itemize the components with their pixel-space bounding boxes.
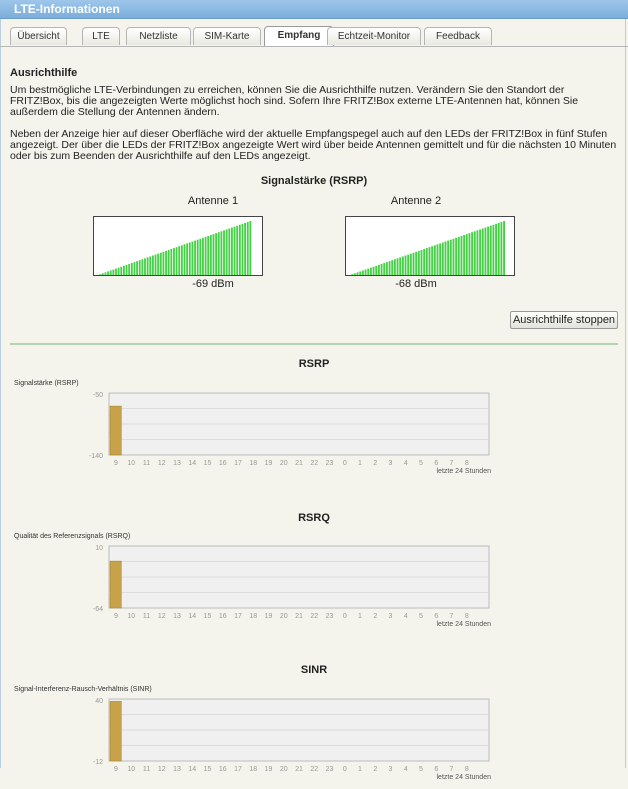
- xtick-label: 2: [373, 613, 378, 620]
- xtick-label: 23: [325, 613, 334, 620]
- xtick-label: 1: [358, 766, 362, 773]
- antenna-2-segment: [461, 236, 463, 276]
- xtick-label: 17: [234, 460, 242, 467]
- antenna-2-segment: [437, 244, 439, 276]
- antenna-1-segment: [128, 264, 130, 276]
- antenna-2-segment: [381, 264, 383, 276]
- antenna-2-segment: [450, 240, 452, 276]
- xtick-label: 12: [157, 766, 166, 773]
- antenna-1-segment: [194, 241, 196, 276]
- chart-sinr-title: SINR: [300, 664, 328, 676]
- antenna-2-segment: [418, 251, 420, 276]
- xtick-label: 20: [279, 460, 288, 467]
- antenna-2-segment: [426, 248, 428, 276]
- xtick-label: 9: [114, 460, 118, 467]
- tab-feedback[interactable]: Feedback: [424, 27, 492, 45]
- xtick-label: 16: [218, 613, 227, 620]
- antenna-1-segment: [110, 270, 112, 276]
- chart-sinr: [0, 694, 628, 789]
- antenna-1-segment: [186, 243, 188, 276]
- antenna-2-segment: [365, 270, 367, 276]
- xtick-label: 17: [234, 613, 242, 620]
- chart-rsrp-title: RSRP: [298, 358, 330, 370]
- antenna-1-segment: [223, 230, 225, 276]
- xtick-label: 19: [264, 460, 273, 467]
- xtick-label: 15: [203, 460, 212, 467]
- antenna-2-segment: [389, 261, 391, 276]
- antenna-1-segment: [176, 247, 178, 276]
- xtick-label: 4: [403, 766, 408, 773]
- antenna-2-segment: [484, 228, 486, 276]
- xtick-label: 12: [157, 613, 166, 620]
- antenna-2-segment: [498, 223, 500, 276]
- xtick-label: 15: [203, 613, 212, 620]
- antenna-1-segment: [199, 239, 201, 276]
- antenna-1-segment: [205, 237, 207, 276]
- antenna-1-segment: [120, 267, 122, 276]
- antenna-2-segment: [474, 231, 476, 276]
- window-title: LTE-Informationen: [14, 2, 120, 16]
- xtick-label: 3: [388, 613, 393, 620]
- xtick-label: 10: [127, 613, 136, 620]
- stop-alignment-button[interactable]: Ausrichthilfe stoppen: [510, 311, 618, 329]
- antenna-1-label: Antenne 1: [187, 195, 239, 207]
- chart-rsrp: [0, 388, 628, 483]
- antenna-1-wedge: [94, 217, 263, 276]
- antenna-1-segment: [178, 246, 180, 276]
- antenna-1-segment: [107, 271, 109, 276]
- antenna-1-segment: [242, 224, 244, 276]
- antenna-2-segment: [490, 226, 492, 276]
- antenna-2-segment: [469, 233, 471, 276]
- xtick-label: 0: [342, 766, 347, 773]
- xtick-label: 17: [234, 766, 242, 773]
- antenna-1-segment: [149, 256, 151, 276]
- antenna-2-segment: [477, 230, 479, 276]
- antenna-1-segment: [163, 252, 165, 276]
- antenna-2-segment: [458, 237, 460, 276]
- antenna-1-segment: [141, 259, 143, 276]
- bar: [110, 561, 121, 608]
- antenna-1-segment: [118, 268, 120, 276]
- tab-sim-karte[interactable]: SIM-Karte: [193, 27, 261, 45]
- antenna-1-value: -69 dBm: [192, 278, 234, 290]
- antenna-1-segment: [218, 232, 220, 276]
- chart-rsrq-ylabel: Qualität des Referenzsignals (RSRQ): [14, 533, 131, 540]
- xtick-label: 18: [249, 613, 258, 620]
- antenna-2-segment: [405, 256, 407, 276]
- antenna-2-segment: [466, 234, 468, 276]
- xtick-label: 0: [342, 613, 347, 620]
- xtick-label: 6: [434, 766, 439, 773]
- antenna-2-segment: [367, 269, 369, 276]
- antenna-1-segment: [215, 233, 217, 276]
- antenna-1-segment: [105, 272, 107, 276]
- xtick-label: 13: [173, 460, 181, 467]
- antenna-1-meter: [93, 216, 263, 276]
- xtick-label: 2: [373, 460, 378, 467]
- antenna-2-segment: [482, 228, 484, 276]
- antenna-1-segment: [236, 226, 238, 276]
- xtick-label: 21: [295, 460, 303, 467]
- antenna-2-segment: [375, 266, 377, 276]
- ytick-max: 10: [95, 545, 103, 552]
- ytick-max: 40: [95, 698, 103, 705]
- antenna-1-segment: [97, 275, 99, 276]
- xtick-label: 5: [419, 613, 423, 620]
- xtick-label: 19: [264, 766, 273, 773]
- xtick-label: 14: [188, 766, 197, 773]
- signal-heading: Signalstärke (RSRP): [260, 175, 368, 187]
- antenna-2-segment: [479, 229, 481, 276]
- window-titlebar: [0, 0, 628, 19]
- antenna-2-value: -68 dBm: [395, 278, 437, 290]
- section-divider: [10, 343, 618, 345]
- antenna-2-segment: [431, 246, 433, 276]
- xtick-label: 3: [388, 766, 393, 773]
- antenna-1-segment: [202, 238, 204, 276]
- antenna-1-segment: [136, 261, 138, 276]
- antenna-1-segment: [112, 270, 114, 276]
- xtick-label: 14: [188, 613, 197, 620]
- xtick-label: 7: [449, 613, 454, 620]
- x-axis-label: letzte 24 Stunden: [436, 774, 491, 781]
- ytick-min: -140: [88, 453, 103, 460]
- antenna-1-segment: [207, 236, 209, 276]
- xtick-label: 23: [325, 460, 334, 467]
- bar: [110, 406, 121, 455]
- intro-paragraph: Um bestmögliche LTE-Verbindungen zu erreichen, können Sie die Ausrichthilfe nutzen. Verändern Sie den Standort der FRITZ!Box, bis die angezeigten Werte möglichst hoch sind. Sofern Ihre FRITZ!Box externe LTE-Antennen hat, können Sie außerdem die Stellung der Antennen ändern.: [10, 84, 579, 118]
- antenna-1-segment: [134, 262, 136, 276]
- xtick-label: 6: [434, 460, 439, 467]
- tab-empfang[interactable]: Empfang: [264, 26, 334, 46]
- xtick-label: 22: [310, 766, 319, 773]
- antenna-2-segment: [447, 241, 449, 276]
- antenna-1-segment: [191, 242, 193, 276]
- antenna-1-segment: [170, 249, 172, 276]
- antenna-1-segment: [213, 234, 215, 276]
- antenna-1-segment: [147, 257, 149, 276]
- antenna-2-segment: [492, 225, 494, 276]
- tab-underline: [0, 46, 628, 47]
- xtick-label: 9: [114, 766, 118, 773]
- antenna-1-segment: [152, 256, 154, 276]
- x-axis-label: letzte 24 Stunden: [436, 621, 491, 628]
- xtick-label: 7: [449, 766, 454, 773]
- bar: [110, 701, 121, 761]
- antenna-2-segment: [415, 252, 417, 276]
- xtick-label: 23: [325, 766, 334, 773]
- xtick-label: 11: [142, 613, 151, 620]
- antenna-2-segment: [359, 271, 361, 276]
- antenna-2-segment: [407, 255, 409, 276]
- ytick-min: -64: [92, 606, 103, 613]
- antenna-1-segment: [234, 227, 236, 276]
- antenna-2-segment: [386, 262, 388, 276]
- xtick-label: 21: [295, 766, 303, 773]
- xtick-label: 7: [449, 460, 454, 467]
- antenna-2-wedge: [346, 217, 515, 276]
- xtick-label: 22: [310, 613, 319, 620]
- antenna-1-segment: [115, 269, 117, 276]
- xtick-label: 4: [403, 613, 408, 620]
- xtick-label: 5: [419, 766, 423, 773]
- antenna-1-segment: [165, 251, 167, 276]
- xtick-label: 19: [264, 613, 273, 620]
- antenna-2-meter: [345, 216, 515, 276]
- xtick-label: 8: [464, 613, 469, 620]
- xtick-label: 8: [464, 460, 469, 467]
- antenna-2-segment: [362, 270, 364, 276]
- antenna-1-segment: [189, 242, 191, 276]
- xtick-label: 4: [403, 460, 408, 467]
- antenna-2-segment: [495, 224, 497, 276]
- antenna-1-segment: [239, 225, 241, 276]
- antenna-2-segment: [378, 265, 380, 276]
- antenna-2-segment: [429, 247, 431, 276]
- xtick-label: 11: [142, 460, 151, 467]
- antenna-1-segment: [197, 240, 199, 276]
- ytick-min: -12: [92, 759, 103, 766]
- chart-rsrq: [0, 541, 628, 636]
- antenna-2-segment: [463, 235, 465, 276]
- antenna-1-segment: [168, 250, 170, 276]
- antenna-2-segment: [413, 253, 415, 276]
- antenna-2-segment: [394, 259, 396, 276]
- xtick-label: 18: [249, 766, 258, 773]
- antenna-1-segment: [139, 260, 141, 276]
- xtick-label: 13: [173, 613, 181, 620]
- antenna-2-segment: [439, 243, 441, 276]
- antenna-2-segment: [442, 242, 444, 276]
- antenna-2-segment: [402, 256, 404, 276]
- tab-echtzeit-monitor[interactable]: Echtzeit-Monitor: [327, 27, 421, 45]
- antenna-1-segment: [228, 228, 230, 276]
- antenna-2-segment: [455, 238, 457, 276]
- antenna-2-segment: [434, 245, 436, 276]
- antenna-2-segment: [354, 273, 356, 276]
- xtick-label: 10: [127, 460, 136, 467]
- antenna-1-segment: [244, 223, 246, 276]
- tab-lte[interactable]: LTE: [82, 27, 120, 45]
- antenna-1-segment: [126, 265, 128, 276]
- x-axis-label: letzte 24 Stunden: [436, 468, 491, 475]
- antenna-1-segment: [131, 263, 133, 276]
- xtick-label: 15: [203, 766, 212, 773]
- chart-rsrq-title: RSRQ: [298, 512, 330, 524]
- section-title: Ausrichthilfe: [10, 67, 78, 79]
- antenna-2-segment: [500, 222, 502, 276]
- antenna-2-segment: [391, 260, 393, 276]
- xtick-label: 20: [279, 766, 288, 773]
- antenna-2-segment: [487, 227, 489, 276]
- antenna-1-segment: [184, 244, 186, 276]
- xtick-label: 11: [142, 766, 151, 773]
- xtick-label: 18: [249, 460, 258, 467]
- xtick-label: 2: [373, 766, 378, 773]
- xtick-label: 8: [464, 766, 469, 773]
- xtick-label: 9: [114, 613, 118, 620]
- xtick-label: 21: [295, 613, 303, 620]
- antenna-2-label: Antenne 2: [390, 195, 442, 207]
- antenna-2-segment: [421, 250, 423, 276]
- xtick-label: 10: [127, 766, 136, 773]
- xtick-label: 16: [218, 766, 227, 773]
- antenna-1-segment: [226, 229, 228, 276]
- xtick-label: 22: [310, 460, 319, 467]
- antenna-1-segment: [173, 248, 175, 276]
- antenna-2-segment: [471, 232, 473, 276]
- antenna-1-segment: [210, 235, 212, 276]
- tab-netzliste[interactable]: Netzliste: [126, 27, 191, 45]
- antenna-1-segment: [249, 221, 251, 276]
- antenna-2-segment: [410, 254, 412, 276]
- xtick-label: 3: [388, 460, 393, 467]
- antenna-2-segment: [503, 221, 505, 276]
- xtick-label: 16: [218, 460, 227, 467]
- chart-sinr-ylabel: Signal-Interferenz-Rausch-Verhältnis (SINR): [14, 686, 152, 693]
- xtick-label: 6: [434, 613, 439, 620]
- antenna-2-segment: [397, 258, 399, 276]
- ytick-max: -50: [92, 392, 103, 399]
- antenna-1-segment: [247, 222, 249, 276]
- xtick-label: 20: [279, 613, 288, 620]
- chart-rsrp-ylabel: Signalstärke (RSRP): [14, 380, 79, 387]
- led-paragraph: Neben der Anzeige hier auf dieser Oberfläche wird der aktuelle Empfangspegel auch auf den LEDs der FRITZ!Box in fünf Stufen angezeigt. Der über die LEDs der FRITZ!Box angezeigte Wert wird über beide Antennen gemittelt und für die nächsten 10 Minuten oder bis zum Beenden der Ausrichthilfe auf den LEDs angezeigt.: [10, 128, 617, 162]
- antenna-2-segment: [349, 275, 351, 276]
- antenna-1-segment: [181, 245, 183, 276]
- antenna-2-segment: [357, 272, 359, 276]
- antenna-1-segment: [102, 273, 104, 276]
- antenna-1-segment: [144, 258, 146, 276]
- xtick-label: 0: [342, 460, 347, 467]
- antenna-2-segment: [445, 242, 447, 276]
- xtick-label: 14: [188, 460, 197, 467]
- xtick-label: 5: [419, 460, 423, 467]
- antenna-2-segment: [453, 239, 455, 276]
- xtick-label: 1: [358, 613, 362, 620]
- antenna-2-segment: [373, 267, 375, 276]
- antenna-1-segment: [220, 231, 222, 276]
- antenna-1-segment: [123, 266, 125, 276]
- antenna-2-segment: [370, 268, 372, 276]
- xtick-label: 12: [157, 460, 166, 467]
- xtick-label: 13: [173, 766, 181, 773]
- antenna-2-segment: [399, 257, 401, 276]
- antenna-2-segment: [351, 274, 353, 276]
- antenna-2-segment: [423, 249, 425, 276]
- xtick-label: 1: [358, 460, 362, 467]
- antenna-2-segment: [383, 263, 385, 276]
- antenna-1-segment: [160, 253, 162, 276]
- antenna-1-segment: [99, 274, 101, 276]
- antenna-1-segment: [231, 228, 233, 276]
- tab-uebersicht[interactable]: Übersicht: [10, 27, 67, 45]
- antenna-1-segment: [155, 255, 157, 276]
- antenna-1-segment: [157, 254, 159, 276]
